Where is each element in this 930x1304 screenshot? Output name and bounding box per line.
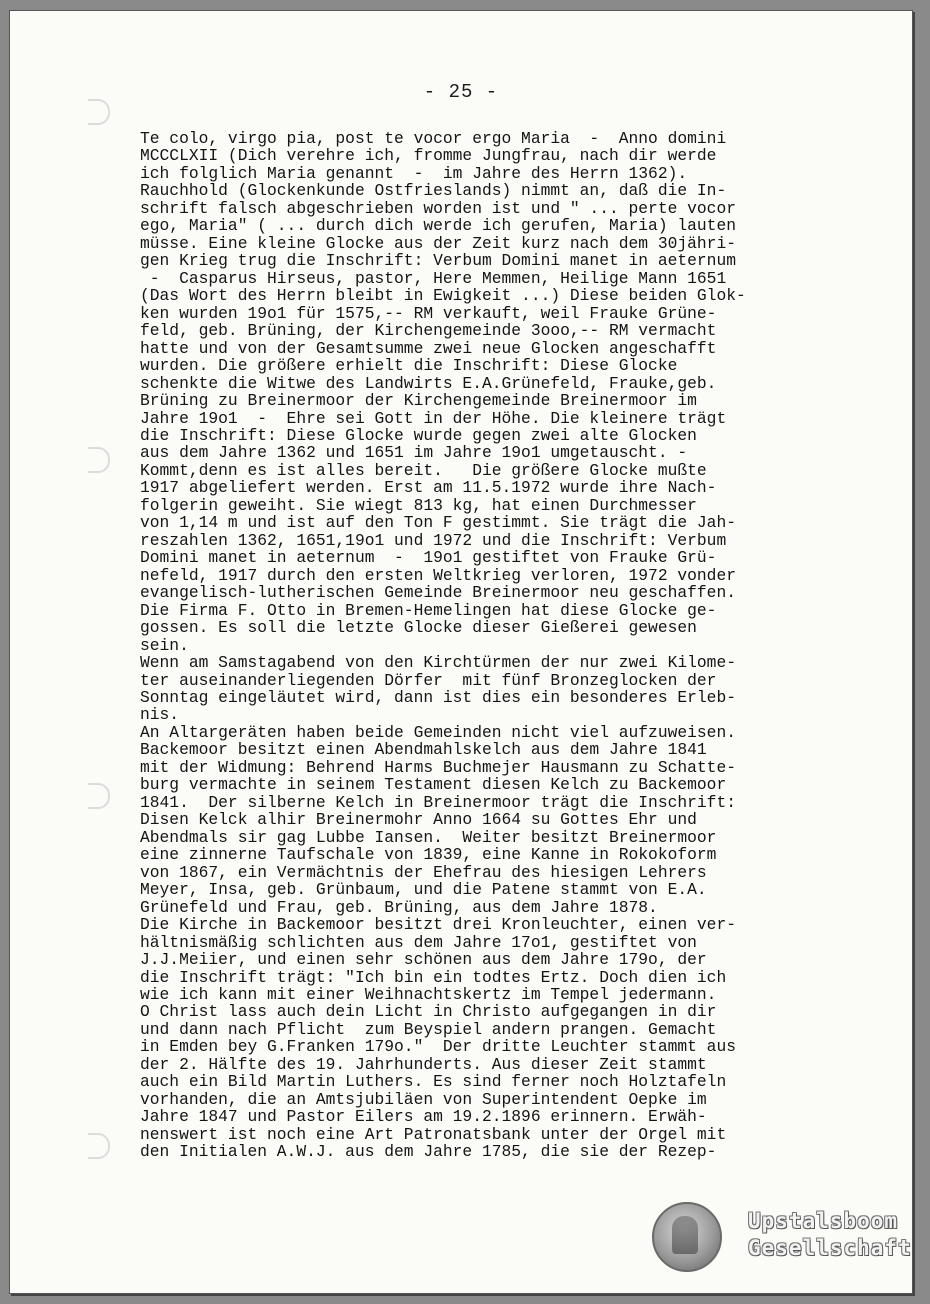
text-line: - Casparus Hirseus, pastor, Here Memmen, Heilige Mann 1651	[140, 268, 727, 288]
text-line: Abendmals sir gag Lubbe Iansen. Weiter besitzt Breinermoor	[140, 827, 717, 847]
watermark-stamp	[650, 1198, 910, 1280]
text-line: Sonntag eingeläutet wird, dann ist dies ein besonderes Erleb-	[140, 688, 736, 707]
text-line: sein.	[140, 635, 189, 655]
text-line: hatte und von der Gesamtsumme zwei neue Glocken angeschafft	[140, 338, 717, 358]
text-line: Jahre 1847 und Pastor Eilers am 19.2.1896 erinnern. Erwäh-	[140, 1107, 707, 1127]
document-page	[9, 10, 913, 1294]
text-line: müsse. Eine kleine Glocke aus der Zeit kurz nach dem 30jähri-	[140, 233, 736, 253]
text-line: reszahlen 1362, 1651,19o1 und 1972 und die Inschrift: Verbum	[140, 530, 727, 550]
punch-hole	[88, 447, 110, 473]
text-line: feld, geb. Brüning, der Kirchengemeinde 3ooo,-- RM vermacht	[140, 321, 717, 341]
text-line: aus dem Jahre 1362 und 1651 im Jahre 19o1 umgetauscht. -	[140, 443, 688, 463]
text-line: den Initialen A.W.J. aus dem Jahre 1785, die sie der Rezep-	[140, 1142, 717, 1162]
text-line: Die Firma F. Otto in Bremen-Hemelingen hat diese Glocke ge-	[140, 600, 717, 620]
text-line: burg vermachte in seinem Testament diesen Kelch zu Backemoor	[140, 775, 727, 795]
text-line: Meyer, Insa, geb. Grünbaum, und die Patene stammt von E.A.	[140, 880, 707, 900]
text-line: schrift falsch abgeschrieben worden ist und " ... perte vocor	[140, 198, 736, 218]
text-line: gen Krieg trug die Inschrift: Verbum Domini manet in aeternum	[140, 251, 736, 271]
punch-hole	[88, 1133, 110, 1159]
text-line: Kommt,denn es ist alles bereit. Die größere Glocke mußte	[140, 460, 707, 480]
text-line: die Inschrift trägt: "Ich bin ein todtes Ertz. Doch dien ich	[140, 967, 727, 987]
stamp-text	[748, 1208, 912, 1262]
seal-figure	[672, 1216, 698, 1254]
text-line: auch ein Bild Martin Luthers. Es sind ferner noch Holztafeln	[140, 1072, 727, 1092]
text-line: 1917 abgeliefert werden. Erst am 11.5.1972 wurde ihre Nach-	[140, 478, 717, 498]
text-line: ego, Maria" ( ... durch dich werde ich gerufen, Maria) lauten	[140, 216, 736, 236]
text-line: Brüning zu Breinermoor der Kirchengemeinde Breinermoor im	[140, 391, 697, 411]
text-line: Rauchhold (Glockenkunde Ostfrieslands) nimmt an, daß die In-	[140, 181, 727, 201]
text-line: schenkte die Witwe des Landwirts E.A.Grünefeld, Frauke,geb.	[140, 373, 717, 393]
text-line: hältnismäßig schlichten aus dem Jahre 17o1, gestiftet von	[140, 932, 697, 952]
text-line: die Inschrift: Diese Glocke wurde gegen zwei alte Glocken	[140, 425, 697, 445]
text-line: ken wurden 19o1 für 1575,-- RM verkauft, weil Frauke Grüne-	[140, 303, 717, 323]
punch-hole	[88, 783, 110, 809]
text-line: Wenn am Samstagabend von den Kirchtürmen der nur zwei Kilome-	[140, 653, 736, 673]
text-line: Jahre 19o1 - Ehre sei Gott in der Höhe. Die kleinere trägt	[140, 408, 727, 428]
text-line: gossen. Es soll die letzte Glocke dieser Gießerei gewesen	[140, 618, 697, 638]
text-line: eine zinnerne Taufschale von 1839, eine Kanne in Rokokoform	[140, 845, 717, 865]
text-line: Backemoor besitzt einen Abendmahlskelch aus dem Jahre 1841	[140, 740, 707, 760]
text-line: nenswert ist noch eine Art Patronatsbank unter der Orgel mit	[140, 1124, 727, 1144]
text-line: J.J.Meiier, und einen sehr schönen aus dem Jahre 179o, der	[140, 950, 707, 970]
page-number: - 25 -	[423, 81, 499, 103]
text-line: ich folglich Maria genannt - im Jahre des Herrn 1362).	[140, 163, 688, 183]
text-line: von 1867, ein Vermächtnis der Ehefrau des hiesigen Lehrers	[140, 862, 707, 882]
text-line: der 2. Hälfte des 19. Jahrhunderts. Aus dieser Zeit stammt	[140, 1054, 707, 1074]
text-line: in Emden bey G.Franken 179o." Der dritte Leuchter stammt aus	[140, 1037, 736, 1057]
stamp-line-2: Gesellschaft	[748, 1236, 912, 1260]
text-line: An Altargeräten haben beide Gemeinden nicht viel aufzuweisen.	[140, 722, 736, 742]
text-line: Die Kirche in Backemoor besitzt drei Kronleuchter, einen ver-	[140, 915, 736, 935]
text-line: 1841. Der silberne Kelch in Breinermoor trägt die Inschrift:	[140, 792, 736, 812]
text-line: MCCCLXII (Dich verehre ich, fromme Jungfrau, nach dir werde	[140, 146, 717, 166]
text-line: und dann nach Pflicht zum Beyspiel andern prangen. Gemacht	[140, 1019, 717, 1039]
text-line: mit der Widmung: Behrend Harms Buchmejer Hausmann zu Schatte-	[140, 757, 736, 777]
text-line: wie ich kann mit einer Weihnachtskertz im Tempel jedermann.	[140, 984, 717, 1004]
text-line: Disen Kelck alhir Breinermohr Anno 1664 su Gottes Ehr und	[140, 810, 697, 830]
text-line: Te colo, virgo pia, post te vocor ergo Maria - Anno domini	[140, 129, 727, 148]
text-line: evangelisch-lutherischen Gemeinde Breinermoor neu geschaffen.	[140, 583, 736, 603]
text-line: von 1,14 m und ist auf den Ton F gestimmt. Sie trägt die Jah-	[140, 513, 736, 533]
text-line: folgerin geweiht. Sie wiegt 813 kg, hat einen Durchmesser	[140, 495, 697, 515]
text-line: (Das Wort des Herrn bleibt in Ewigkeit ...) Diese beiden Glok-	[140, 286, 746, 306]
text-line: nis.	[140, 705, 180, 725]
text-line: Grünefeld und Frau, geb. Brüning, aus dem Jahre 1878.	[140, 897, 658, 917]
text-line: Domini manet in aeternum - 19o1 gestiftet von Frauke Grü-	[140, 548, 717, 568]
text-line: nefeld, 1917 durch den ersten Weltkrieg verloren, 1972 vonder	[140, 565, 736, 585]
stamp-line-1: Upstalsboom	[748, 1209, 899, 1233]
text-line: vorhanden, die an Amtsjubiläen von Superintendent Oepke im	[140, 1089, 707, 1109]
seal-icon	[652, 1202, 722, 1272]
text-line: O Christ lass auch dein Licht in Christo aufgegangen in dir	[140, 1002, 717, 1022]
text-line: wurden. Die größere erhielt die Inschrift: Diese Glocke	[140, 356, 678, 376]
text-line: ter auseinanderliegenden Dörfer mit fünf Bronzeglocken der	[140, 670, 717, 690]
body-text	[140, 130, 860, 1161]
